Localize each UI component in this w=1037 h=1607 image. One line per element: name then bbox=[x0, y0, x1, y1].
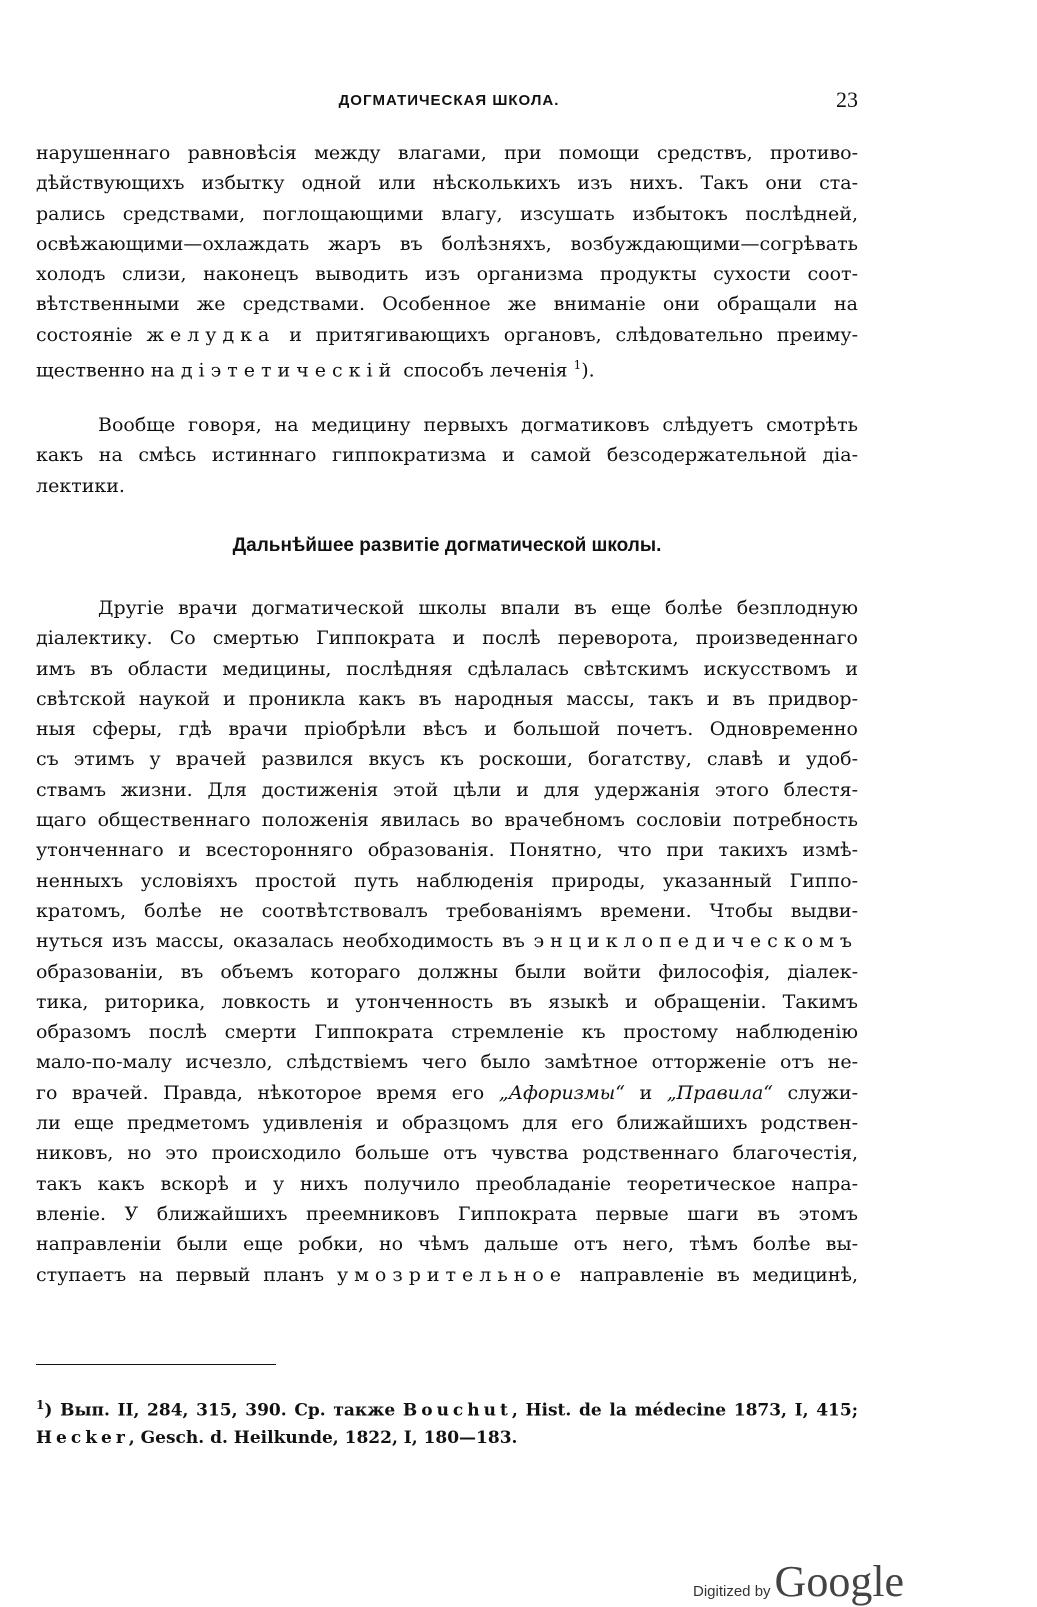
running-header bbox=[40, 87, 858, 122]
text-run: , Gesch. d. Heilkunde, 1822, I, 180—183. bbox=[128, 1427, 518, 1448]
text-line: ныя сферы, гдѣ врачи пріобрѣли вѣсъ и большой почетъ. Одновременно bbox=[36, 718, 858, 741]
text-line: Другіе врачи догматической школы впали въ еще болѣе безплодную bbox=[98, 597, 858, 619]
text-run: и притягивающихъ органовъ, слѣдовательно преиму- bbox=[275, 323, 858, 346]
footnote-mark: 1 bbox=[36, 1398, 45, 1412]
text-run: , Hist. de la médecine 1873, I, 415; bbox=[511, 1400, 858, 1421]
text-line: образомъ послѣ смерти Гиппократа стремленіе къ простому наблюденію bbox=[36, 1021, 858, 1044]
page-number: 23 bbox=[836, 87, 858, 112]
spaced-emphasis: желудка bbox=[146, 323, 276, 346]
text-run: щественно на bbox=[36, 359, 181, 382]
paragraph-3 bbox=[36, 593, 858, 1290]
text-line: щаго общественнаго положенія явилась во врачебномъ сословіи потребность bbox=[36, 809, 858, 832]
text-run: ) Вып. II, 284, 315, 390. Ср. также bbox=[44, 1400, 403, 1421]
spaced-emphasis: умозрительное bbox=[336, 1263, 568, 1286]
text-run: состояніе bbox=[36, 323, 147, 346]
spaced-emphasis: діэтетическій bbox=[180, 359, 398, 382]
footnote-rule bbox=[36, 1364, 276, 1365]
paragraph-1 bbox=[36, 138, 858, 386]
text-line: вленіе. У ближайшихъ преемниковъ Гиппократа первые шаги въ этомъ bbox=[36, 1202, 858, 1225]
text-line: имъ въ области медицины, послѣдняя сдѣлалась свѣтскимъ искусствомъ и bbox=[36, 657, 858, 680]
footnote-line bbox=[36, 1392, 858, 1425]
text-run: направленіе въ медицинѣ, bbox=[567, 1263, 858, 1286]
text-line: освѣжающими—охлаждать жаръ въ болѣзняхъ, возбуждающими—согрѣвать bbox=[36, 232, 858, 255]
text-line: никовъ, но это происходило больше отъ чувства родственнаго благочестія, bbox=[36, 1142, 858, 1165]
footnote-line bbox=[36, 1425, 858, 1452]
text-run: способъ леченія bbox=[397, 359, 574, 382]
text-run: ступаетъ на первый планъ bbox=[36, 1263, 337, 1286]
text-line bbox=[36, 1260, 858, 1290]
text-line: такъ какъ вскорѣ и у нихъ получило преобладаніе теоретическое напра- bbox=[36, 1172, 858, 1195]
digitized-watermark bbox=[693, 1556, 904, 1607]
running-title: ДОГМАТИЧЕСКАЯ ШКОЛА. bbox=[338, 92, 560, 109]
text-line: свѣтской наукой и проникла какъ въ народныя массы, такъ и въ придвор- bbox=[36, 687, 858, 710]
text-run: служи- bbox=[773, 1081, 858, 1104]
text-run: и bbox=[624, 1081, 667, 1104]
italic-title: „Правила“ bbox=[666, 1081, 774, 1104]
text-run: ). bbox=[581, 359, 595, 382]
text-line: мало-по-малу исчезло, слѣдствіемъ чего было замѣтное отторженіе отъ не- bbox=[36, 1051, 858, 1074]
text-line: какъ на смѣсь истиннаго гиппократизма и самой безсодержательной діа- bbox=[36, 444, 858, 467]
section-heading: Дальнѣйшее развитіе догматической школы. bbox=[232, 535, 662, 556]
watermark-prefix: Digitized by bbox=[693, 1583, 771, 1600]
text-line: утонченнаго и всесторонняго образованія. Понятно, что при такихъ измѣ- bbox=[36, 839, 858, 862]
text-line bbox=[36, 320, 858, 350]
text-line: холодъ слизи, наконецъ выводить изъ организма продукты сухости соот- bbox=[36, 263, 858, 286]
text-run: нуться изъ массы, оказалась необходимость въ bbox=[36, 930, 534, 953]
footnote bbox=[36, 1392, 858, 1452]
spaced-emphasis: энциклопедическомъ bbox=[533, 930, 858, 953]
text-line: ли еще предметомъ удивленія и образцомъ для его ближайшихъ родствен- bbox=[36, 1112, 858, 1135]
text-line: Вообще говоря, на медицину первыхъ догматиковъ слѣдуетъ смотрѣть bbox=[98, 414, 858, 436]
text-line: ненныхъ условіяхъ простой путь наблюденія природы, указанный Гиппо- bbox=[36, 869, 858, 892]
spaced-emphasis: Hecker bbox=[36, 1427, 129, 1448]
text-line bbox=[36, 926, 858, 956]
text-line: направленіи были еще робки, но чѣмъ дальше отъ него, тѣмъ болѣе вы- bbox=[36, 1233, 858, 1256]
text-line: нарушеннаго равновѣсія между влагами, при помощи средствъ, противо- bbox=[36, 142, 858, 164]
text-line bbox=[36, 350, 858, 386]
text-line: рались средствами, поглощающими влагу, изсушать избытокъ послѣдней, bbox=[36, 202, 858, 225]
spaced-emphasis: Bouchut bbox=[402, 1400, 512, 1421]
text-line: вѣтственными же средствами. Особенное же вниманіе они обращали на bbox=[36, 293, 858, 316]
italic-title: „Афоризмы“ bbox=[498, 1081, 625, 1104]
text-line: діалектику. Со смертью Гиппократа и послѣ переворота, произведеннаго bbox=[36, 627, 858, 650]
text-line bbox=[36, 1078, 858, 1108]
text-line: кратомъ, болѣе не соотвѣтствовалъ требованіямъ времени. Чтобы выдви- bbox=[36, 899, 858, 922]
footnote-reference: 1 bbox=[573, 358, 582, 373]
text-line: съ этимъ у врачей развился вкусъ къ роскоши, богатству, славѣ и удоб- bbox=[36, 748, 858, 771]
text-line: тика, риторика, ловкость и утонченность въ языкѣ и обращеніи. Такимъ bbox=[36, 990, 858, 1013]
text-line: образованіи, въ объемъ котораго должны были войти философія, діалек- bbox=[36, 960, 858, 983]
google-logo: Google bbox=[774, 1557, 905, 1606]
text-line: дѣйствующихъ избытку одной или нѣсколькихъ изъ нихъ. Такъ они ста- bbox=[36, 172, 858, 195]
text-line: ствамъ жизни. Для достиженія этой цѣли и для удержанія этого блестя- bbox=[36, 778, 858, 801]
paragraph-2 bbox=[36, 410, 858, 501]
text-line: лектики. bbox=[36, 474, 125, 497]
text-run: го врачей. Правда, нѣкоторое время его bbox=[36, 1081, 499, 1104]
